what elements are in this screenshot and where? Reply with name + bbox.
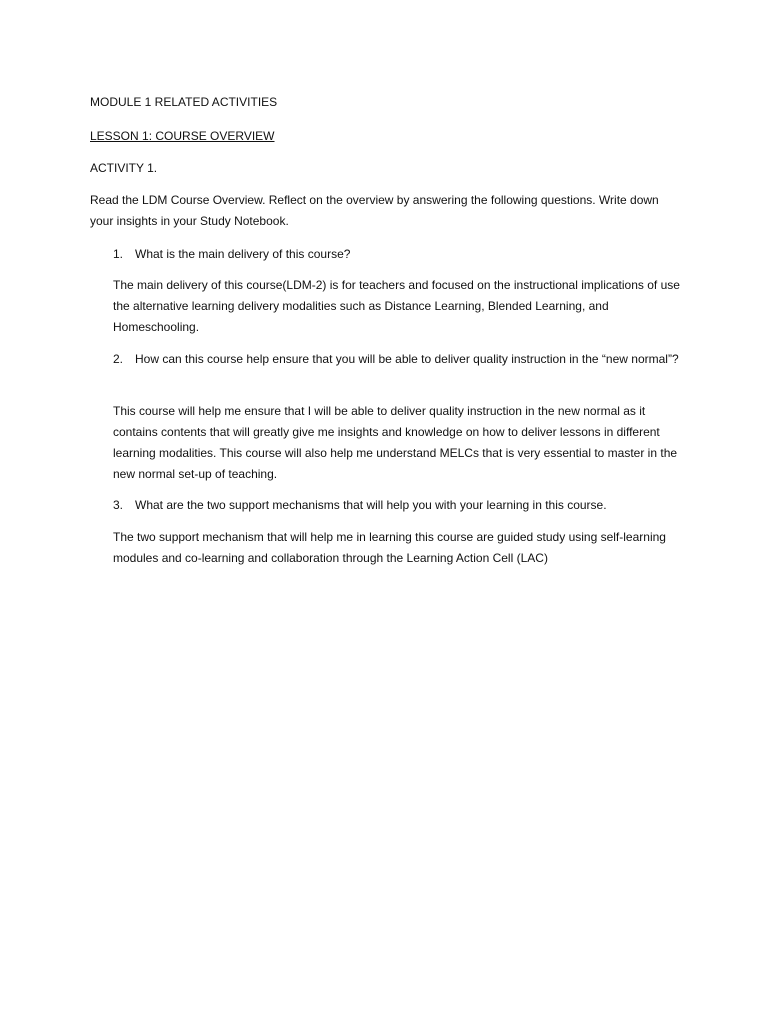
answer-2: This course will help me ensure that I will be able to deliver quality instruction in the new normal as it contains contents that will greatly give me insights and knowledge on how to deliver lessons in different learning modalities. This course will also help me understand MELCs that is very essential to master in the new normal set-up of teaching. bbox=[113, 404, 678, 481]
instructions-paragraph: Read the LDM Course Overview. Reflect on the overview by answering the following questions. Write down your insights in your Study Notebook. bbox=[90, 193, 659, 228]
question-number: 1. bbox=[113, 247, 124, 261]
answer-1: The main delivery of this course(LDM-2) is for teachers and focused on the instructional implications of use the alternative learning delivery modalities such as Distance Learning, Blended Learning, and Homeschooling. bbox=[113, 278, 680, 334]
activity-title: ACTIVITY 1. bbox=[90, 161, 158, 175]
question-number: 2. bbox=[113, 352, 124, 366]
lesson-title: LESSON 1: COURSE OVERVIEW bbox=[90, 129, 275, 143]
question-text: How can this course help ensure that you will be able to deliver quality instruction in the “new normal”? bbox=[135, 352, 679, 366]
question-number: 3. bbox=[113, 498, 124, 512]
question-text: What are the two support mechanisms that will help you with your learning in this course. bbox=[135, 498, 607, 512]
question-text: What is the main delivery of this course? bbox=[135, 247, 351, 261]
answer-3: The two support mechanism that will help me in learning this course are guided study using self-learning modules and co-learning and collaboration through the Learning Action Cell (LAC) bbox=[113, 530, 666, 565]
module-title: MODULE 1 RELATED ACTIVITIES bbox=[90, 95, 278, 109]
